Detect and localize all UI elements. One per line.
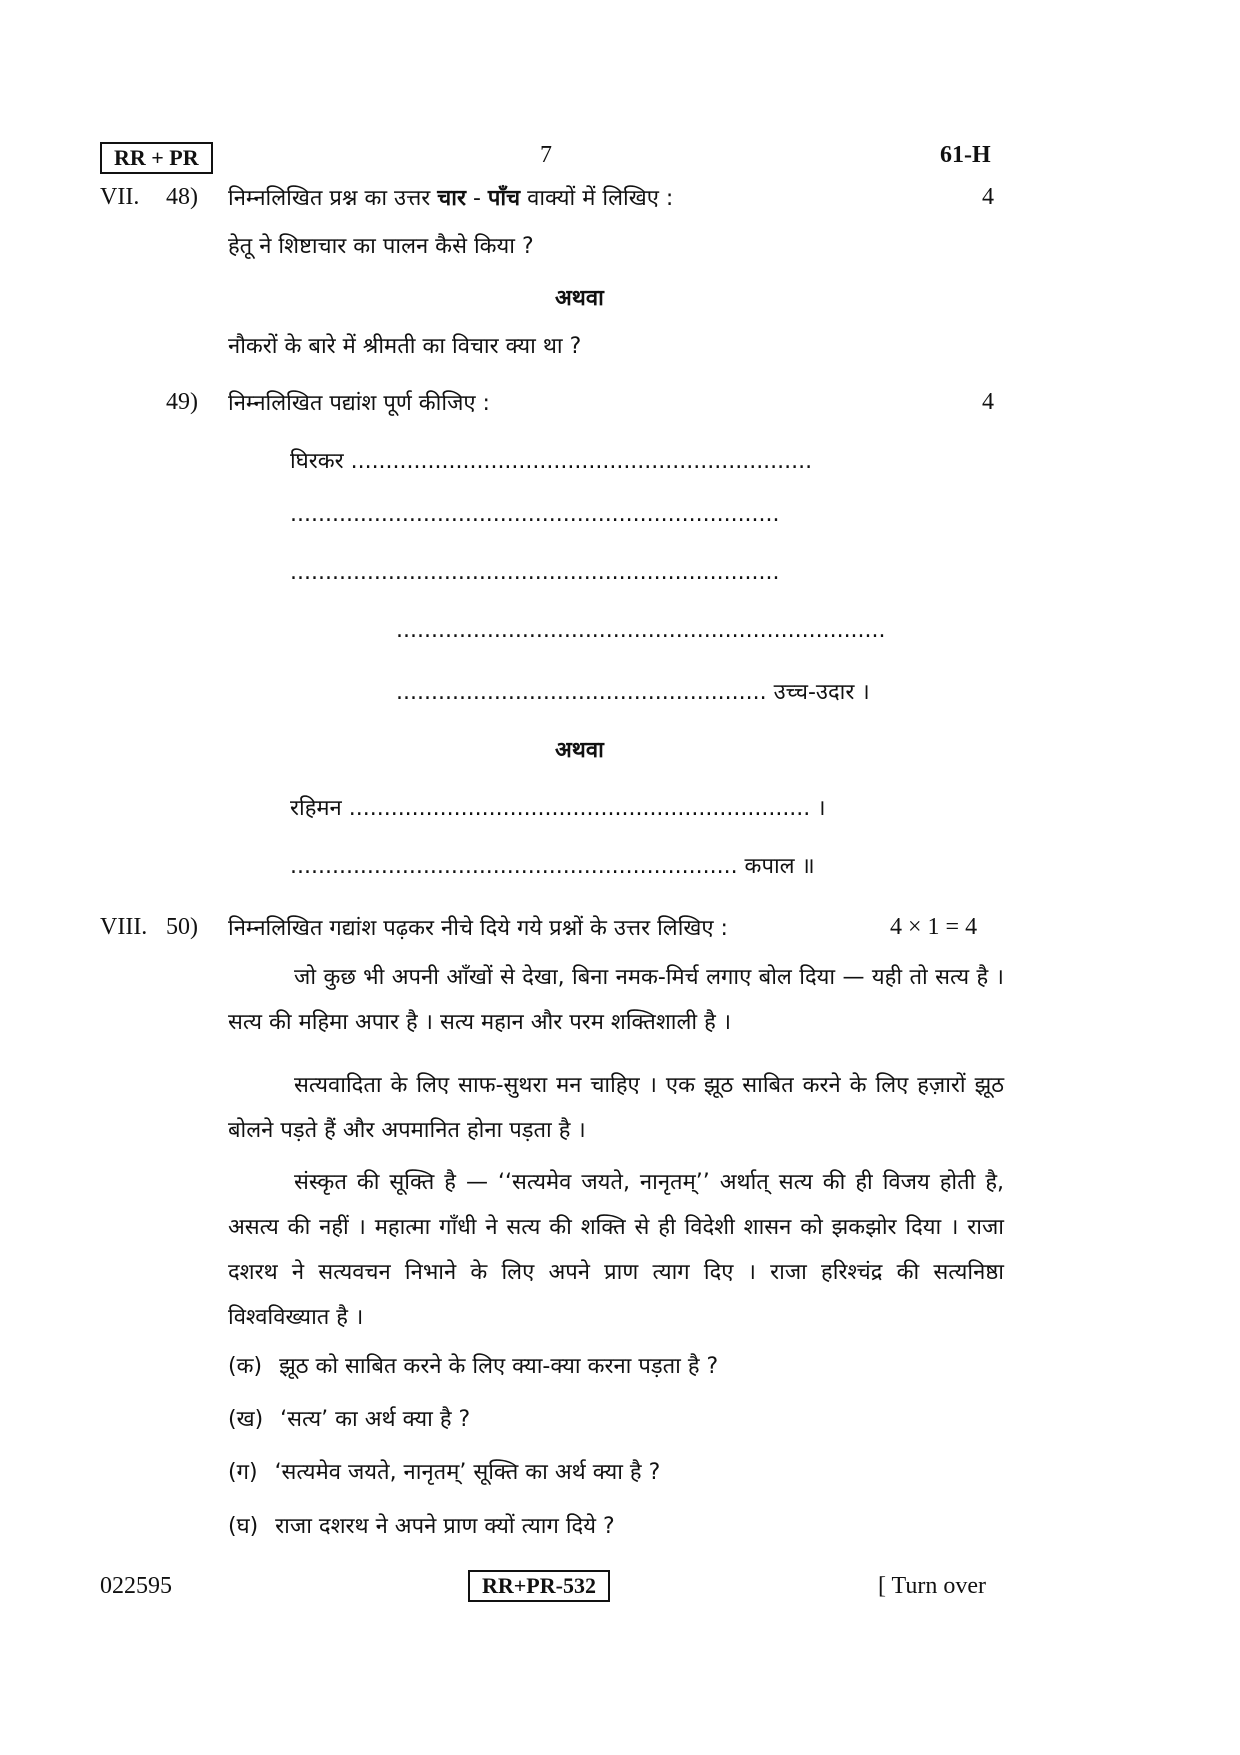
poem-line-4: ......................................................................: [396, 618, 886, 643]
q48-question-b: नौकरों के बारे में श्रीमती का विचार क्या था ?: [228, 334, 582, 359]
q48-instruction-post: वाक्यों में लिखिए :: [527, 186, 674, 211]
q49-marks: 4: [982, 389, 994, 415]
q48-instruction-bold1: चार: [437, 186, 466, 211]
turn-over-label: [ Turn over: [878, 1573, 987, 1599]
question-number-48: 48): [166, 184, 198, 210]
subquestion-kha: [228, 1403, 470, 1433]
subquestion-label: (घ): [228, 1514, 259, 1539]
alt-poem-line-2: ................................................................ कपाल ॥: [290, 854, 815, 879]
subquestion-text: झूठ को साबित करने के लिए क्या-क्या करना पड़ता है ?: [279, 1354, 719, 1379]
q50-marks: 4 × 1 = 4: [890, 914, 978, 940]
subquestion-label: (ग): [228, 1460, 258, 1485]
q48-instruction: [228, 182, 673, 212]
poem-line-2: ......................................................................: [290, 502, 780, 527]
question-number-49: 49): [166, 389, 198, 415]
subquestion-ga: [228, 1456, 660, 1486]
q50-instruction: निम्नलिखित गद्यांश पढ़कर नीचे दिये गये प्रश्नों के उत्तर लिखिए :: [228, 916, 728, 941]
subquestion-ka: [228, 1350, 718, 1380]
passage-paragraph-2: सत्यवादिता के लिए साफ-सुथरा मन चाहिए । एक झूठ साबित करने के लिए हज़ारों झूठ बोलने पड़ते हैं और अपमानित होना पड़ता है ।: [228, 1073, 1004, 1143]
q48-instruction-pre: निम्नलिखित प्रश्न का उत्तर: [228, 186, 431, 211]
passage-paragraph-1: जो कुछ भी अपनी आँखों से देखा, बिना नमक-मिर्च लगाए बोल दिया — यही तो सत्य है । सत्य की महिमा अपार है । सत्य महान और परम शक्तिशाली है ।: [228, 965, 1004, 1035]
q49-or: अथवा: [555, 738, 604, 763]
q48-or: अथवा: [555, 286, 604, 311]
page-number: 7: [540, 142, 552, 168]
q48-instruction-bold2: पाँच: [487, 186, 521, 211]
q48-question-a: हेतू ने शिष्टाचार का पालन कैसे किया ?: [228, 234, 534, 259]
question-number-50: 50): [166, 914, 198, 940]
paper-code: 61-H: [940, 142, 991, 168]
q48-marks: 4: [982, 184, 994, 210]
passage-paragraph-3: संस्कृत की सूक्ति है — ‘‘सत्यमेव जयते, नानृतम्’’ अर्थात् सत्य की ही विजय होती है, असत्य की नहीं । महात्मा गाँधी ने सत्य की शक्ति से ही विदेशी शासन को झकझोर दिया । राजा दशरथ ने सत्यवचन निभाने के लिए अपने प्राण त्याग दिए । राजा हरिश्चंद्र की सत्यनिष्ठा विश्वविख्यात है ।: [228, 1170, 1004, 1330]
poem-line-1: घिरकर ..................................................................: [290, 449, 813, 474]
subquestion-label: (क): [228, 1354, 263, 1379]
subquestion-text: ‘सत्य’ का अर्थ क्या है ?: [280, 1407, 471, 1432]
alt-poem-line-1: रहिमन .................................................................. ।: [290, 796, 826, 821]
subquestion-gha: [228, 1510, 615, 1540]
q48-instruction-dash: -: [472, 186, 481, 211]
subquestion-text: राजा दशरथ ने अपने प्राण क्यों त्याग दिये ?: [275, 1514, 615, 1539]
poem-line-3: ......................................................................: [290, 560, 780, 585]
footer-series-box: RR+PR-532: [468, 1570, 610, 1602]
subquestion-text: ‘सत्यमेव जयते, नानृतम्’ सूक्ति का अर्थ क्या है ?: [274, 1460, 661, 1485]
footer-code: 022595: [100, 1573, 172, 1599]
poem-line-5: ..................................................... उच्च-उदार ।: [396, 680, 870, 705]
section-label-vii: VII.: [100, 184, 140, 210]
section-label-viii: VIII.: [100, 914, 148, 940]
q49-instruction: निम्नलिखित पद्यांश पूर्ण कीजिए :: [228, 391, 490, 416]
subquestion-label: (ख): [228, 1407, 264, 1432]
header-series-box: RR + PR: [100, 142, 213, 174]
